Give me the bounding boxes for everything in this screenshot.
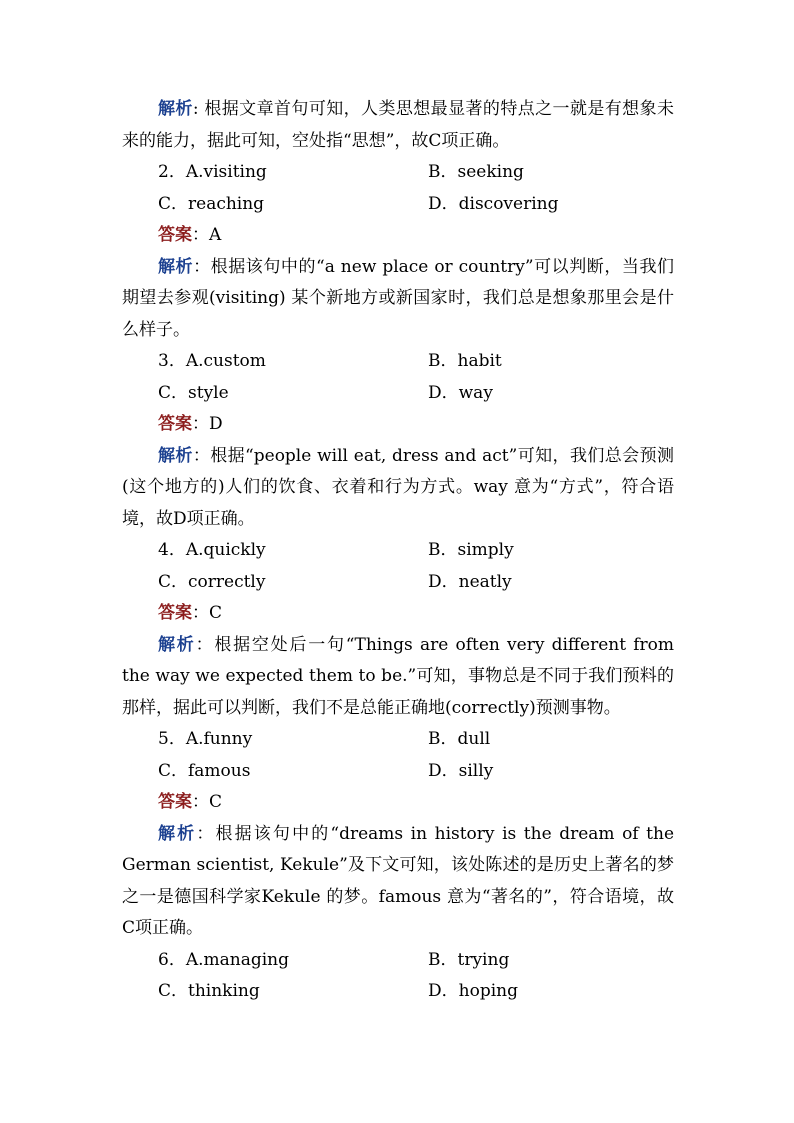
option-q6-b: B．trying: [428, 949, 510, 970]
answer-value-q3: ：D: [192, 414, 223, 434]
analysis-text-q1: : 根据文章首句可知，人类思想最显著的特点之一就是有想象未来的能力，据此可知，空处指“思想”，故C项正确。: [122, 99, 674, 151]
answer-label: 答案: [158, 792, 192, 812]
option-q4-b: B．simply: [428, 540, 514, 560]
answer-line-q2: [122, 220, 674, 252]
analysis-text-q5: ：根据该句中的“dreams in history is the dream of the German scientist, Kekule”及下文可知，该处陈述的是历史上著名的梦之一是德国科学家Kekule 的梦。famous 意为“著名的”，符合语境，故C项正确。: [122, 823, 674, 938]
option-q5-a: 5．A.funny: [158, 729, 253, 749]
answer-value-q2: ：A: [192, 225, 222, 245]
option-q6-d: D．hoping: [428, 981, 518, 1001]
option-q2-a: 2．A.visiting: [158, 162, 267, 182]
options-row-q6-ab: [122, 945, 674, 977]
analysis-paragraph-q4: [122, 630, 674, 725]
answer-line-q5: [122, 787, 674, 819]
option-q2-b: B．seeking: [428, 162, 524, 182]
options-row-q4-ab: [122, 535, 674, 567]
option-q4-c: C．correctly: [158, 571, 266, 592]
answer-value-q4: ：C: [192, 603, 223, 623]
answer-line-q3: [122, 409, 674, 441]
option-q6-c: C．thinking: [158, 981, 260, 1001]
option-q5-c: C．famous: [158, 760, 251, 781]
options-row-q5-cd: [122, 756, 674, 788]
options-row-q6-cd: [122, 976, 674, 1008]
analysis-label: 解析: [158, 99, 193, 119]
option-q3-b: B．habit: [428, 351, 502, 371]
analysis-paragraph-q2: [122, 252, 674, 347]
analysis-label: 解析: [158, 256, 194, 277]
option-q3-a: 3．A.custom: [158, 351, 266, 371]
answer-label: 答案: [158, 414, 192, 434]
analysis-text-q3: ：根据“people will eat, dress and act”可知，我们总会预测(这个地方的)人们的饮食、衣着和行为方式。way 意为“方式”，符合语境，故D项正确。: [122, 445, 674, 529]
answer-value-q5: ：C: [192, 792, 223, 812]
option-q2-c: C．reaching: [158, 193, 265, 214]
analysis-text-q2: ：根据该句中的“a new place or country”可以判断，当我们期望去参观(visiting) 某个新地方或新国家时，我们总是想象那里会是什么样子。: [122, 256, 675, 340]
options-row-q2-ab: [122, 157, 674, 189]
option-q3-c: C．style: [158, 382, 229, 403]
option-q4-a: 4．A.quickly: [158, 540, 266, 560]
analysis-paragraph-q1: [122, 94, 674, 157]
analysis-text-q4: ：根据空处后一句“Things are often very different from the way we expected them to be.”可知，事物总是不同于我们预料的那样，据此可以判断，我们不是总能正确地(correctly)预测事物。: [122, 634, 674, 718]
analysis-label: 解析: [158, 823, 197, 844]
answer-label: 答案: [158, 225, 192, 245]
analysis-paragraph-q3: [122, 441, 674, 536]
option-q2-d: D．discovering: [428, 193, 559, 214]
option-q4-d: D．neatly: [428, 571, 512, 592]
options-row-q2-cd: [122, 189, 674, 221]
answer-line-q4: [122, 598, 674, 630]
analysis-label: 解析: [158, 445, 193, 466]
options-row-q5-ab: [122, 724, 674, 756]
options-row-q3-ab: [122, 346, 674, 378]
option-q5-d: D．silly: [428, 760, 494, 781]
answer-label: 答案: [158, 603, 192, 623]
option-q5-b: B．dull: [428, 729, 491, 749]
analysis-paragraph-q5: [122, 819, 674, 945]
analysis-label: 解析: [158, 634, 196, 655]
option-q6-a: 6．A.managing: [158, 949, 289, 970]
option-q3-d: D．way: [428, 382, 493, 403]
options-row-q3-cd: [122, 378, 674, 410]
options-row-q4-cd: [122, 567, 674, 599]
page-content: [122, 94, 674, 1008]
